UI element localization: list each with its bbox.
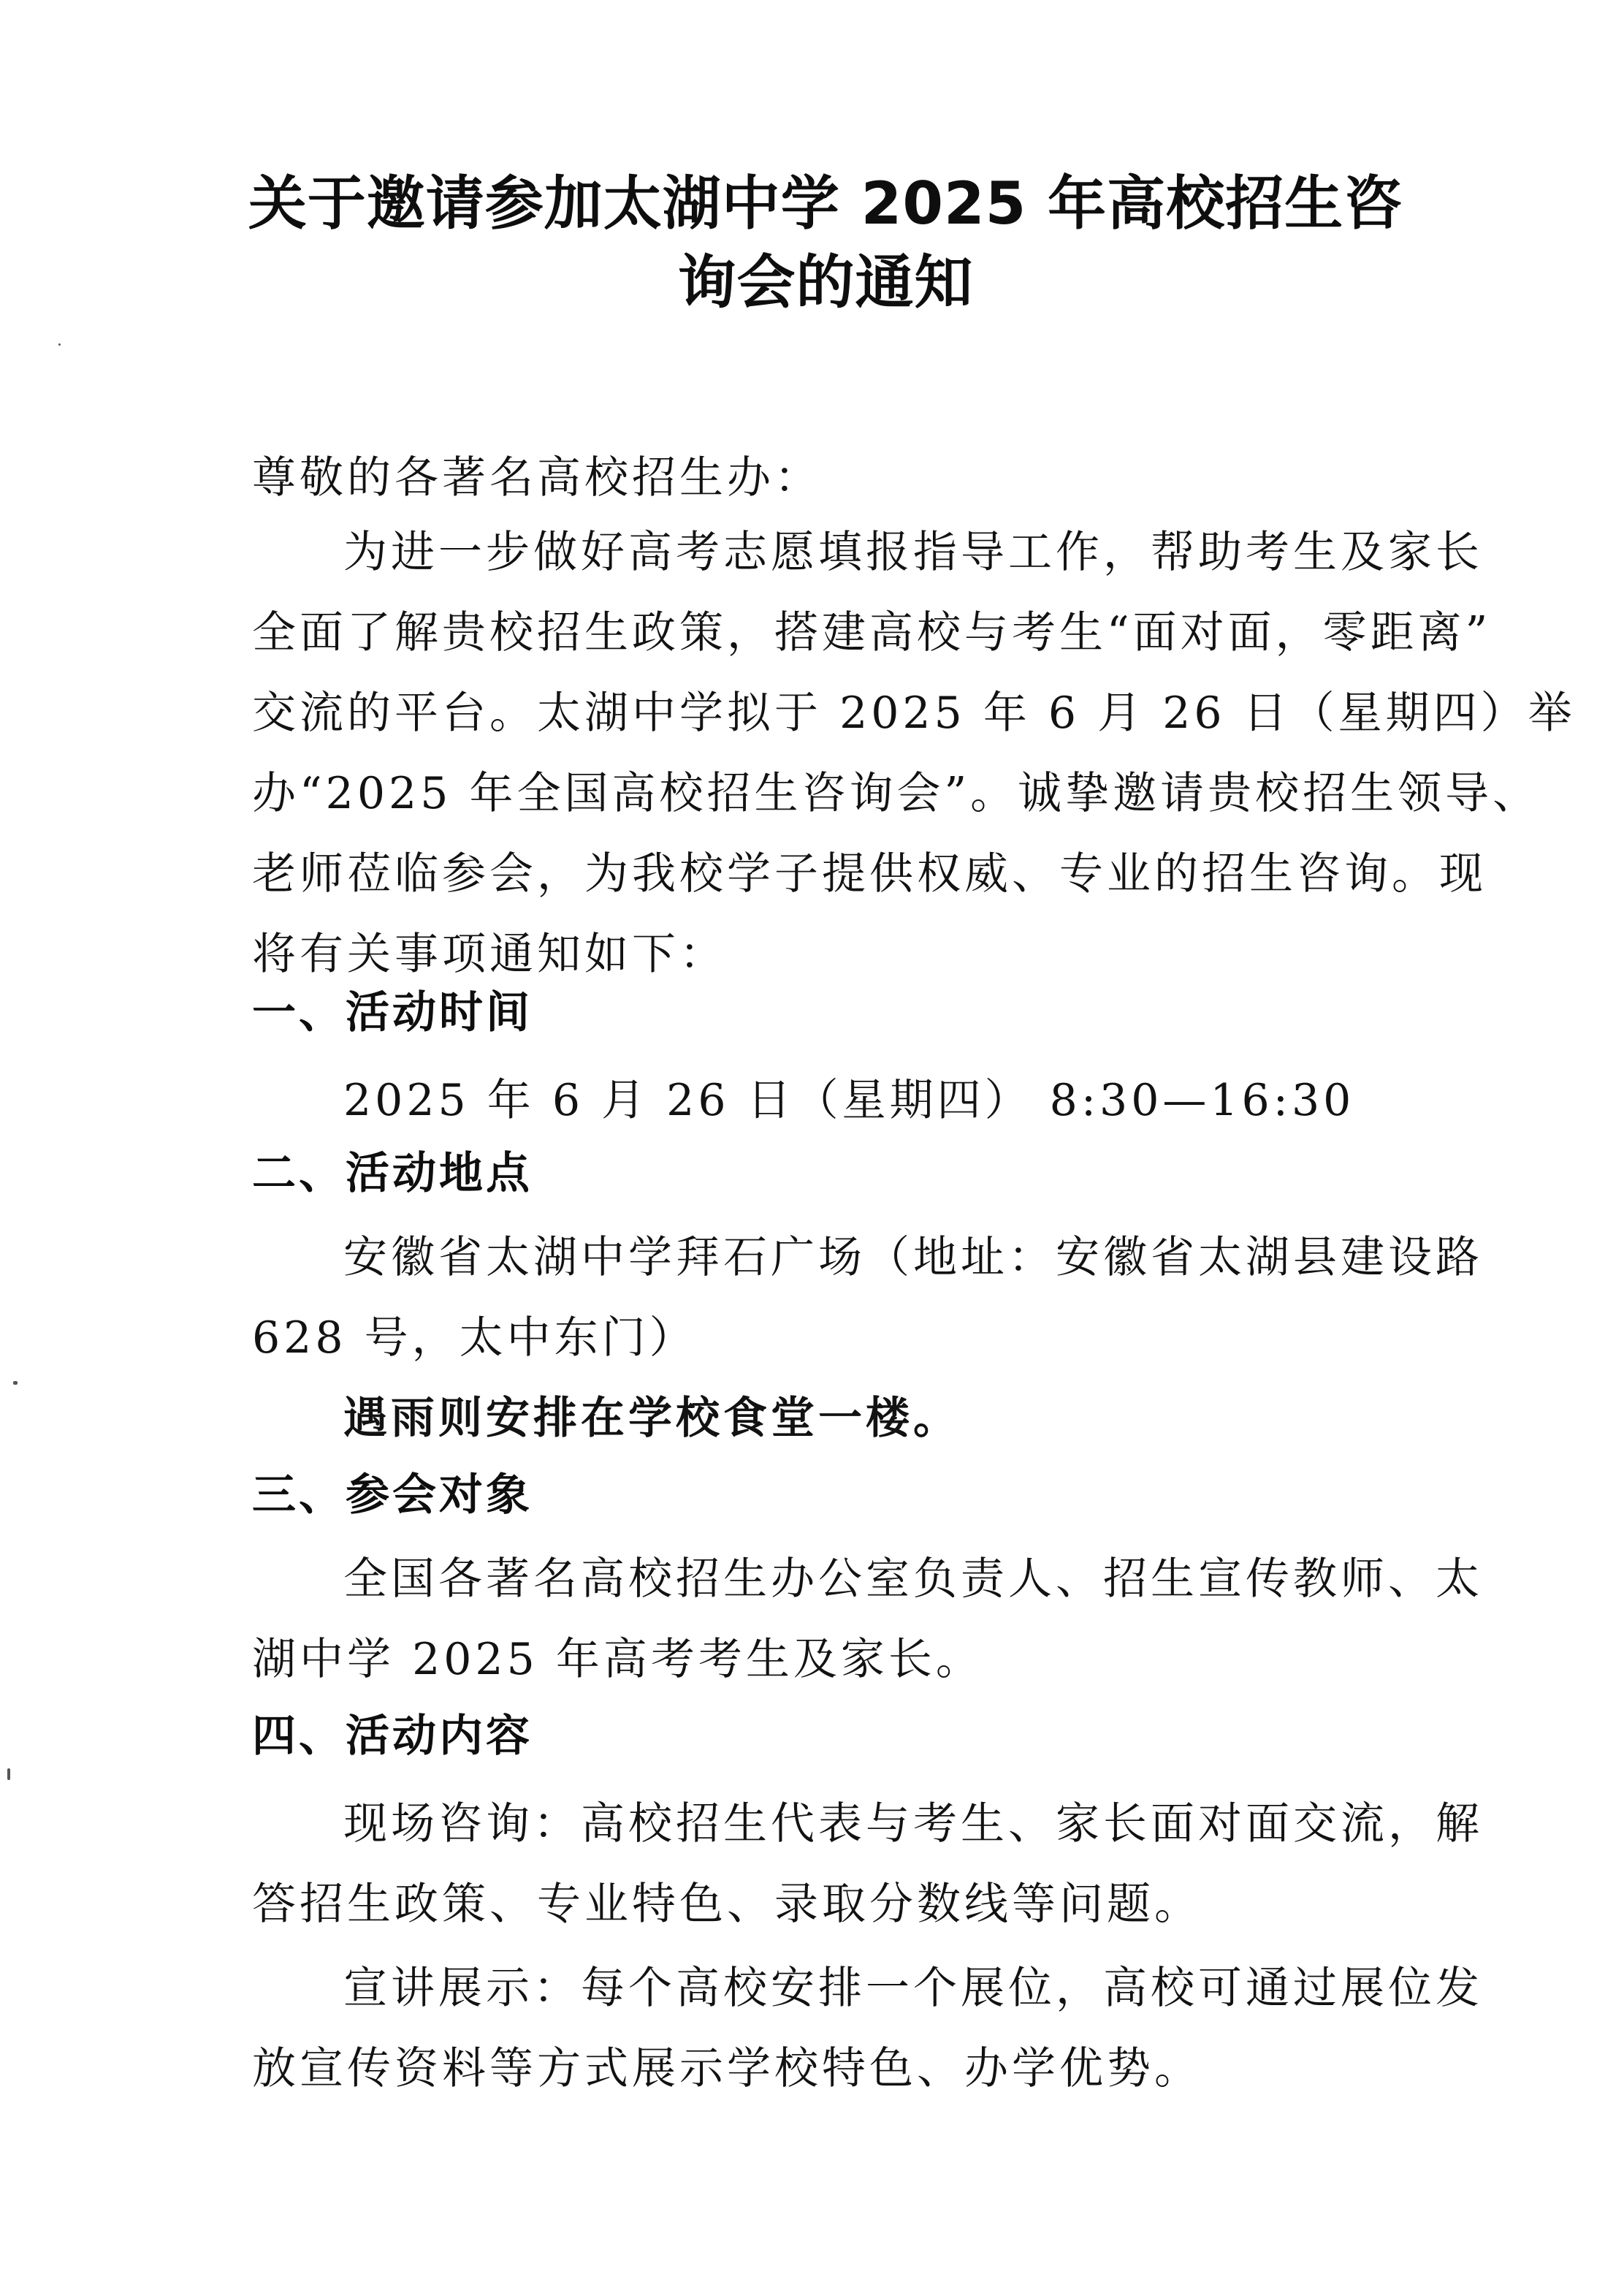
intro-line-3: 交流的平台。太湖中学拟于 2025 年 6 月 26 日（星期四）举	[252, 688, 1576, 739]
title-line-2: 询会的通知	[677, 248, 974, 316]
section-2-heading: 二、活动地点	[252, 1148, 533, 1199]
content-p2-line-1: 宣讲展示：每个高校安排一个展位，高校可通过展位发	[343, 1963, 1483, 2014]
scan-speck	[13, 1381, 18, 1385]
content-p1-line-1: 现场咨询：高校招生代表与考生、家长面对面交流，解	[343, 1798, 1483, 1849]
intro-line-5: 老师莅临参会，为我校学子提供权威、专业的招生咨询。现	[252, 848, 1487, 900]
content-p2-line-2: 放宣传资料等方式展示学校特色、办学优势。	[252, 2043, 1202, 2094]
document-title	[219, 164, 1432, 322]
scan-speck	[58, 343, 61, 346]
section-1-heading: 一、活动时间	[252, 987, 533, 1038]
venue-line-1: 安徽省太湖中学拜石广场（地址：安徽省太湖县建设路	[343, 1232, 1483, 1283]
section-3-heading: 三、参会对象	[252, 1469, 533, 1521]
intro-line-6: 将有关事项通知如下：	[252, 929, 727, 980]
intro-line-4: 办“2025 年全国高校招生咨询会”。诚挚邀请贵校招生领导、	[252, 768, 1541, 819]
title-line-1: 关于邀请参加太湖中学 2025 年高校招生咨	[248, 170, 1403, 237]
attendees-line-2: 湖中学 2025 年高考考生及家长。	[252, 1634, 983, 1685]
venue-line-2: 628 号，太中东门）	[252, 1312, 697, 1364]
salutation: 尊敬的各著名高校招生办：	[252, 452, 822, 503]
event-time: 2025 年 6 月 26 日（星期四） 8:30—16:30	[343, 1075, 1355, 1126]
scan-speck	[7, 1768, 10, 1780]
rain-plan: 遇雨则安排在学校食堂一楼。	[343, 1393, 961, 1444]
intro-line-1: 为进一步做好高考志愿填报指导工作，帮助考生及家长	[343, 527, 1483, 578]
section-4-heading: 四、活动内容	[252, 1711, 533, 1762]
intro-line-2: 全面了解贵校招生政策，搭建高校与考生“面对面，零距离”	[252, 607, 1492, 658]
content-p1-line-2: 答招生政策、专业特色、录取分数线等问题。	[252, 1879, 1202, 1930]
attendees-line-1: 全国各著名高校招生办公室负责人、招生宣传教师、太	[343, 1554, 1483, 1605]
